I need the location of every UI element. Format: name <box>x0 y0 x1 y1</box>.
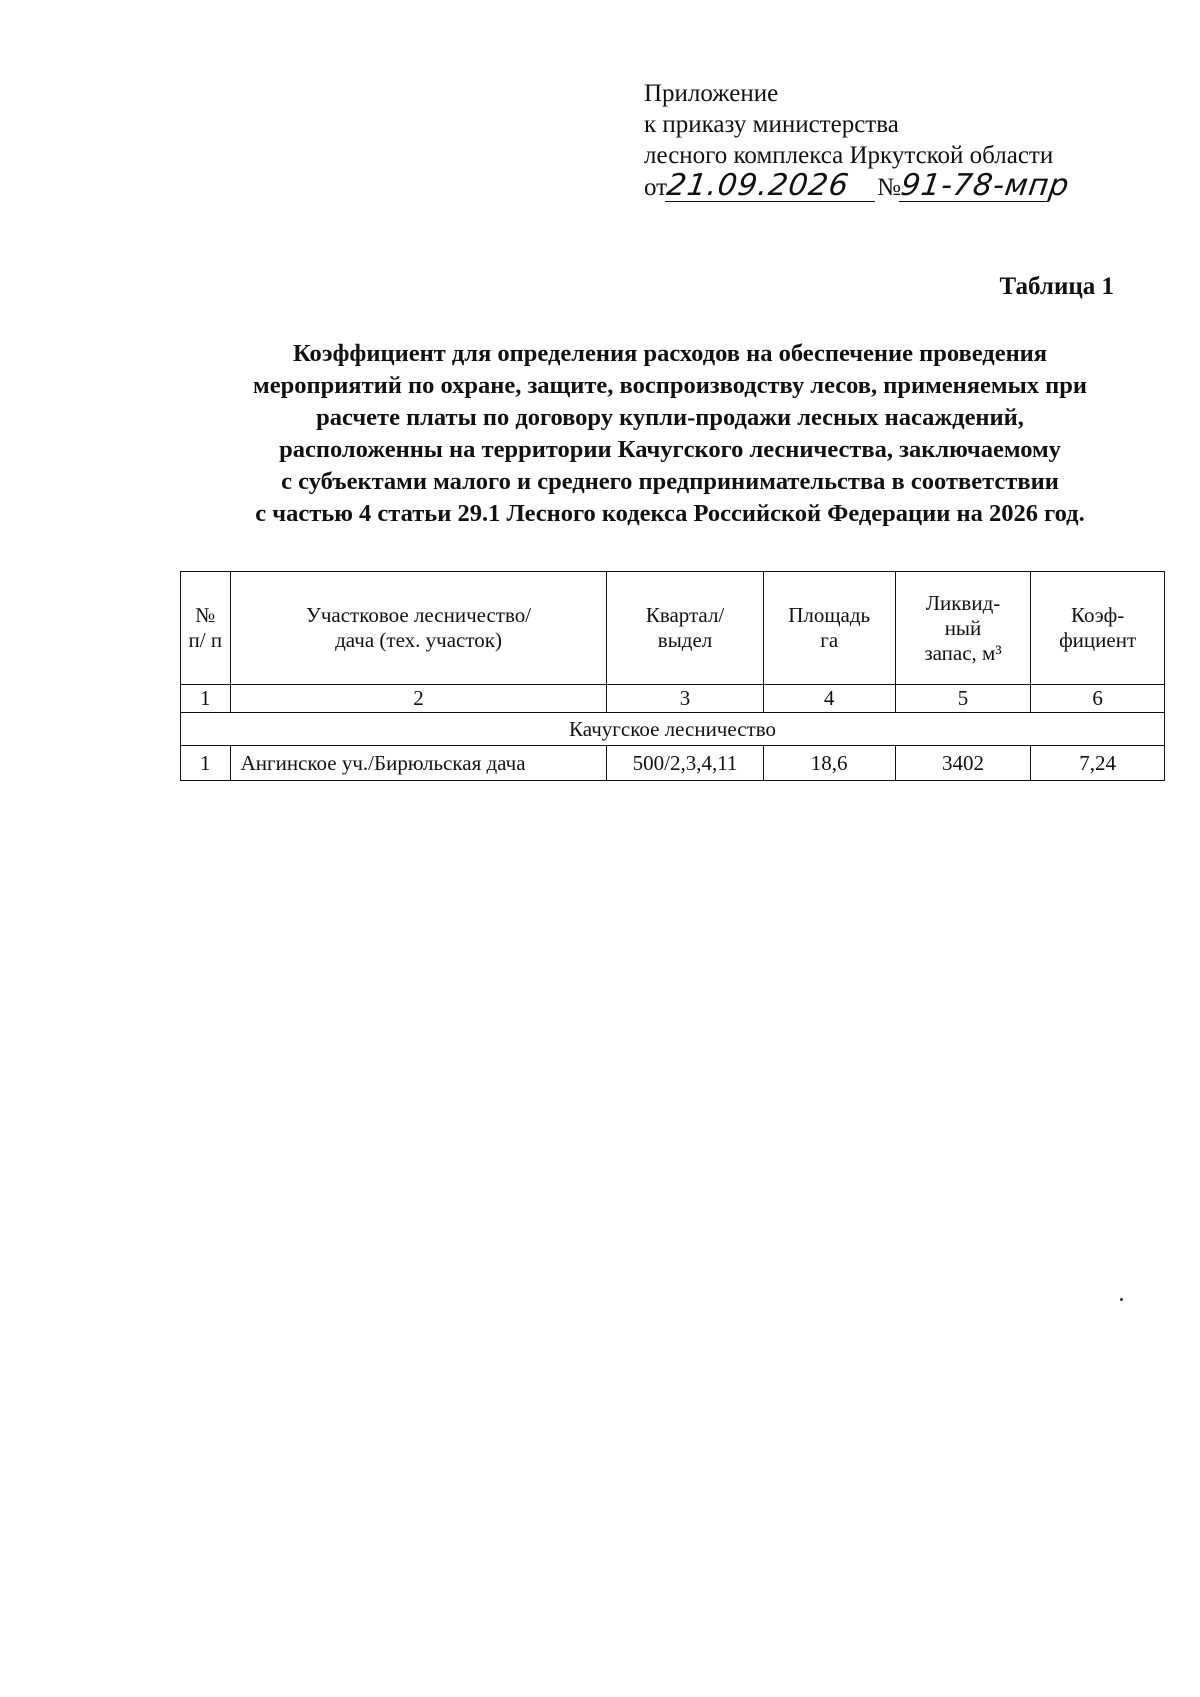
row-district: Ангинское уч./Бирюльская дача <box>230 746 607 781</box>
column-number: 3 <box>607 685 763 713</box>
header-coefficient-line-2: фициент <box>1059 628 1137 652</box>
title-line-4: расположенны на территории Качугского лесничества, заключаемому <box>279 436 1061 463</box>
appendix-line-1: Приложение <box>644 80 779 107</box>
header-number-text: № п/ п <box>188 603 223 652</box>
row-coefficient: 7,24 <box>1031 746 1165 781</box>
document-title <box>170 338 1170 530</box>
title-line-6: с частью 4 статьи 29.1 Лесного кодекса Российской Федерации на 2026 год. <box>255 500 1085 527</box>
row-number: 1 <box>181 746 231 781</box>
coefficient-table <box>180 571 1165 781</box>
from-label: от <box>644 174 668 201</box>
scan-speck <box>1120 1298 1123 1301</box>
title-line-3: расчете платы по договору купли-продажи лесных насаждений, <box>316 404 1024 431</box>
header-coefficient-line-1: Коэф- <box>1071 603 1125 627</box>
header-district-line-1: Участковое лесничество/ <box>305 603 532 627</box>
header-area <box>763 572 895 685</box>
header-stock-line-3: запас, м³ <box>924 640 1002 665</box>
header-stock-line-2: ный <box>944 615 982 640</box>
appendix-line-2: к приказу министерства <box>644 111 899 138</box>
appendix-block <box>644 78 1164 203</box>
group-forestry-name: Качугское лесничество <box>181 713 1165 746</box>
header-stock-line-1: Ликвид- <box>925 590 1001 615</box>
title-line-2: мероприятий по охране, защите, воспроизводству лесов, применяемых при <box>253 372 1087 399</box>
column-number-row <box>181 685 1165 713</box>
row-block: 500/2,3,4,11 <box>607 746 763 781</box>
title-line-1: Коэффициент для определения расходов на обеспечение проведения <box>292 340 1048 367</box>
table-label: Таблица 1 <box>999 273 1114 300</box>
appendix-line-3: лесного комплекса Иркутской области <box>644 142 1054 169</box>
handwritten-order-number: 91-78-мпр <box>898 168 1072 203</box>
column-number: 4 <box>763 685 895 713</box>
column-number: 2 <box>230 685 607 713</box>
group-row <box>181 713 1165 746</box>
handwritten-date: 21.09.2026 <box>665 171 879 202</box>
row-stock: 3402 <box>895 746 1030 781</box>
header-block <box>607 572 763 685</box>
header-district <box>230 572 607 685</box>
header-block-line-2: выдел <box>657 628 713 652</box>
title-line-5: с субъектами малого и среднего предпринимательства в соответствии <box>281 468 1059 495</box>
column-number: 6 <box>1031 685 1165 713</box>
number-label: № <box>877 174 901 201</box>
table-header-row <box>181 572 1165 685</box>
table-row <box>181 746 1165 781</box>
header-coefficient <box>1031 572 1165 685</box>
header-district-line-2: дача (тех. участок) <box>335 628 502 652</box>
column-number: 5 <box>895 685 1030 713</box>
column-number: 1 <box>181 685 231 713</box>
header-block-line-1: Квартал/ <box>645 603 725 627</box>
header-number <box>181 572 231 685</box>
row-area: 18,6 <box>763 746 895 781</box>
header-area-line-1: Площадь <box>788 603 871 627</box>
header-area-line-2: га <box>820 628 839 652</box>
appendix-order-line <box>644 168 1164 203</box>
header-stock <box>895 572 1030 685</box>
